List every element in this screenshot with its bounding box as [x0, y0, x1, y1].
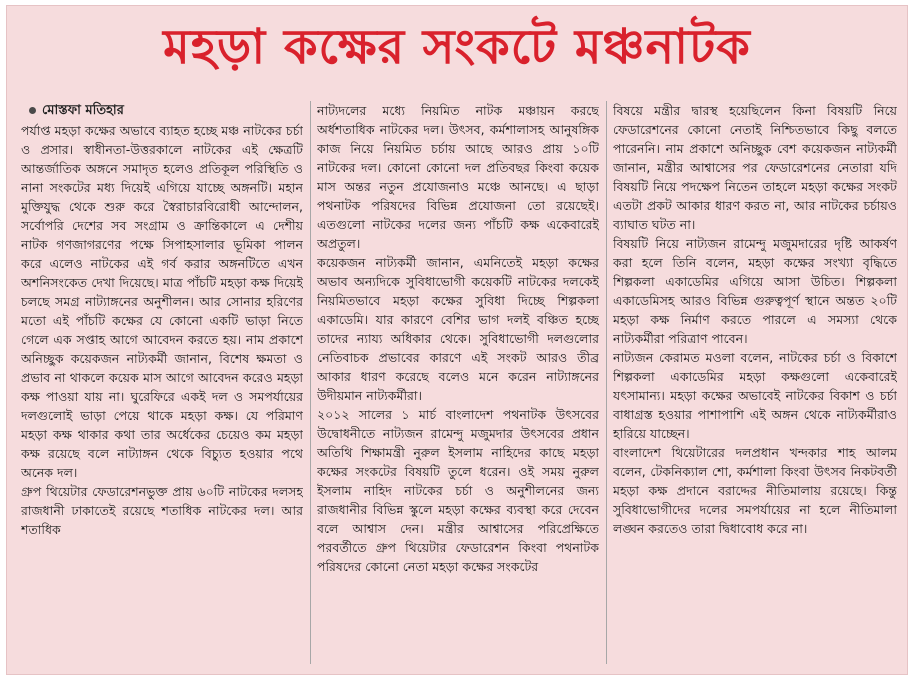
- article-column-1: [21, 101, 303, 666]
- paragraph: ২০১২ সালের ১ মার্চ বাংলাদেশ পথনাটক উৎসবের উদ্বোধনীতে নাট্যজন রামেন্দু মজুমদার উৎসবের প্রধান অতিথি শিক্ষামন্ত্রী নুরুল ইসলাম নাহিদের কাছে মহড়া কক্ষের সংকটের বিষয়টি তুলে ধরেন। ওই সময় নুরুল ইসলাম নাহিদ নাটকের চর্চা ও অনুশীলনের জন্য রাজধানীর বিভিন্ন স্কুলে মহড়া কক্ষের ব্যবস্থা করে দেবেন বলে আশ্বাস দেন। মন্ত্রীর আশ্বাসের পরিপ্রেক্ষিতে পরবর্তীতে গ্রুপ থিয়েটার ফেডারেশন কিংবা পথনাটক পরিষদের কোনো নেতা মহড়া কক্ষের সংকটের: [317, 407, 599, 574]
- newspaper-clipping: [6, 5, 908, 675]
- paragraph: বিষয়ে মন্ত্রীর দ্বারস্থ হয়েছিলেন কিনা বিষয়টি নিয়ে ফেডারেশনের কোনো নেতাই নিশ্চিতভাবে কিছু বলতে পারেননি। নাম প্রকাশে অনিচ্ছুক বেশ কয়েকজন নাট্যকর্মী জানান, মন্ত্রীর আশ্বাসের পর ফেডারেশনের নেতারা যদি বিষয়টি নিয়ে পদক্ষেপ নিতেন তাহলে মহড়া কক্ষের সংকট এতটা প্রকট আকার ধারণ করত না, আর নাটকের চর্চায়ও ব্যাঘাত ঘটত না।: [613, 103, 897, 232]
- column-divider: [310, 101, 311, 664]
- headline: মহড়া কক্ষের সংকটে মঞ্চনাটক: [163, 19, 751, 75]
- paragraph: পর্যাপ্ত মহড়া কক্ষের অভাবে ব্যাহত হচ্ছে মঞ্চ নাটকের চর্চা ও প্রসার। স্বাধীনতা-উত্তরকালে নাটকের এই ক্ষেত্রটি আন্তর্জাতিক অঙ্গনে সমাদৃত হলেও প্রতিকূল পরিস্থিতি ও নানা সংকটের মধ্য দিয়েই এগিয়ে যাচ্ছে অঙ্গনটি। মহান মুক্তিযুদ্ধ থেকে শুরু করে স্বৈরাচারবিরোধী আন্দোলন, সর্বোপরি দেশের সব সংগ্রাম ও ক্রান্তিকালে এ দেশীয় নাটক গণজাগরণের পক্ষে সিপাহসালার ভূমিকা পালন করে এলেও নাটকের এই গর্ব করার অঙ্গনটিতে এখন অশনিসংকেত দেখা দিয়েছে। মাত্র পাঁচটি মহড়া কক্ষ দিয়েই চলছে সমগ্র নাট্যাঙ্গনের অনুশীলন। আর সোনার হরিণের মতো এই পাঁচটি কক্ষের যে কোনো একটি ভাড়া নিতে গেলে এক সপ্তাহ আগে আবেদন করতে হয়। নাম প্রকাশে অনিচ্ছুক কয়েকজন নাট্যকর্মী জানান, বিশেষ ক্ষমতা ও প্রভাব না থাকলে কয়েক মাস আগে আবেদন করেও মহড়া কক্ষ পাওয়া যায় না। ঘুরেফিরে একই দল ও সমপর্যায়ের দলগুলোই ভাড়া পেয়ে থাকে মহড়া কক্ষ। যে পরিমাণ মহড়া কক্ষ থাকার কথা তার অর্ধেকের চেয়েও কম মহড়া কক্ষ রয়েছে বলে নাট্যাঙ্গন থেকে বিচ্যুত হওয়ার পথে অনেক দল।: [21, 123, 303, 480]
- paragraph: কয়েকজন নাট্যকর্মী জানান, এমনিতেই মহড়া কক্ষের অভাব অন্যদিকে সুবিধাভোগী কয়েকটি নাটকের দলকেই নিয়মিতভাবে মহড়া কক্ষের সুবিধা দিচ্ছে শিল্পকলা একাডেমি। যার কারণে বেশির ভাগ দলই বঞ্চিত হচ্ছে তাদের ন্যায্য অধিকার থেকে। সুবিধাভোগী দলগুলোর নেতিবাচক প্রভাবের কারণে এই সংকট আরও তীব্র আকার ধারণ করেছে বলেও মনে করেন নাট্যাঙ্গনের উদীয়মান নাট্যকর্মীরা।: [317, 255, 599, 403]
- article-column-3: [613, 101, 897, 666]
- paragraph: নাট্যদলের মধ্যে নিয়মিত নাটক মঞ্চায়ন করছে অর্ধশতাধিক নাটকের দল। উৎসব, কর্মশালাসহ আনুষঙ্গিক কাজ নিয়ে নিয়মিত চর্চায় আছে আরও প্রায় ১০টি নাটকের দল। কোনো কোনো দল প্রতিবছর কিংবা কয়েক মাস অন্তর নতুন প্রযোজনাও মঞ্চে আনছে। এ ছাড়া পথনাটক পরিষদের বিভিন্ন প্রযোজনা তো রয়েছেই। এতগুলো নাটকের দলের জন্য পাঁচটি কক্ষ একেবারেই অপ্রতুল।: [317, 103, 599, 251]
- column-divider: [606, 101, 607, 664]
- article-column-2: [317, 101, 599, 666]
- author-name: মোস্তফা মতিহার: [42, 103, 124, 118]
- paragraph: গ্রুপ থিয়েটার ফেডারেশনভুক্ত প্রায় ৬০টি নাটকের দলসহ রাজধানী ঢাকাতেই রয়েছে শতাধিক নাটকের দল। আর শতাধিক: [21, 484, 303, 537]
- paragraph: বিষয়টি নিয়ে নাট্যজন রামেন্দু মজুমদারের দৃষ্টি আকর্ষণ করা হলে তিনি বলেন, মহড়া কক্ষের সংখ্যা বৃদ্ধিতে শিল্পকলা একাডেমির এগিয়ে আসা উচিত। শিল্পকলা একাডেমিসহ আরও বিভিন্ন গুরুত্বপূর্ণ স্থানে অন্তত ২০টি মহড়া কক্ষ নির্মাণ করতে পারলে এ সমস্যা থেকে নাট্যকর্মীরা পরিত্রাণ পাবেন।: [613, 236, 897, 346]
- paragraph: নাট্যজন কেরামত মওলা বলেন, নাটকের চর্চা ও বিকাশে শিল্পকলা একাডেমির মহড়া কক্ষগুলো একেবারেই যৎসামান্য। মহড়া কক্ষের অভাবেই নাটকের বিকাশ ও চর্চা বাধাগ্রস্ত হওয়ার পাশাপাশি এই অঙ্গন থেকে নাট্যকর্মীরাও হারিয়ে যাচ্ছেন।: [613, 350, 897, 441]
- byline: [21, 101, 303, 120]
- bullet-icon: [29, 107, 36, 114]
- paragraph: বাংলাদেশ থিয়েটারের দলপ্রধান খন্দকার শাহ আলম বলেন, টেকনিক্যাল শো, কর্মশালা কিংবা উৎসব নিকটবর্তী মহড়া কক্ষ প্রদানে বরাদ্দের নীতিমালায় রয়েছে। কিন্তু সুবিধাভোগীদের দলের সমপর্যায়ের না হলে নীতিমালা লঙ্ঘন করতেও তারা দ্বিধাবোধ করে না।: [613, 445, 897, 536]
